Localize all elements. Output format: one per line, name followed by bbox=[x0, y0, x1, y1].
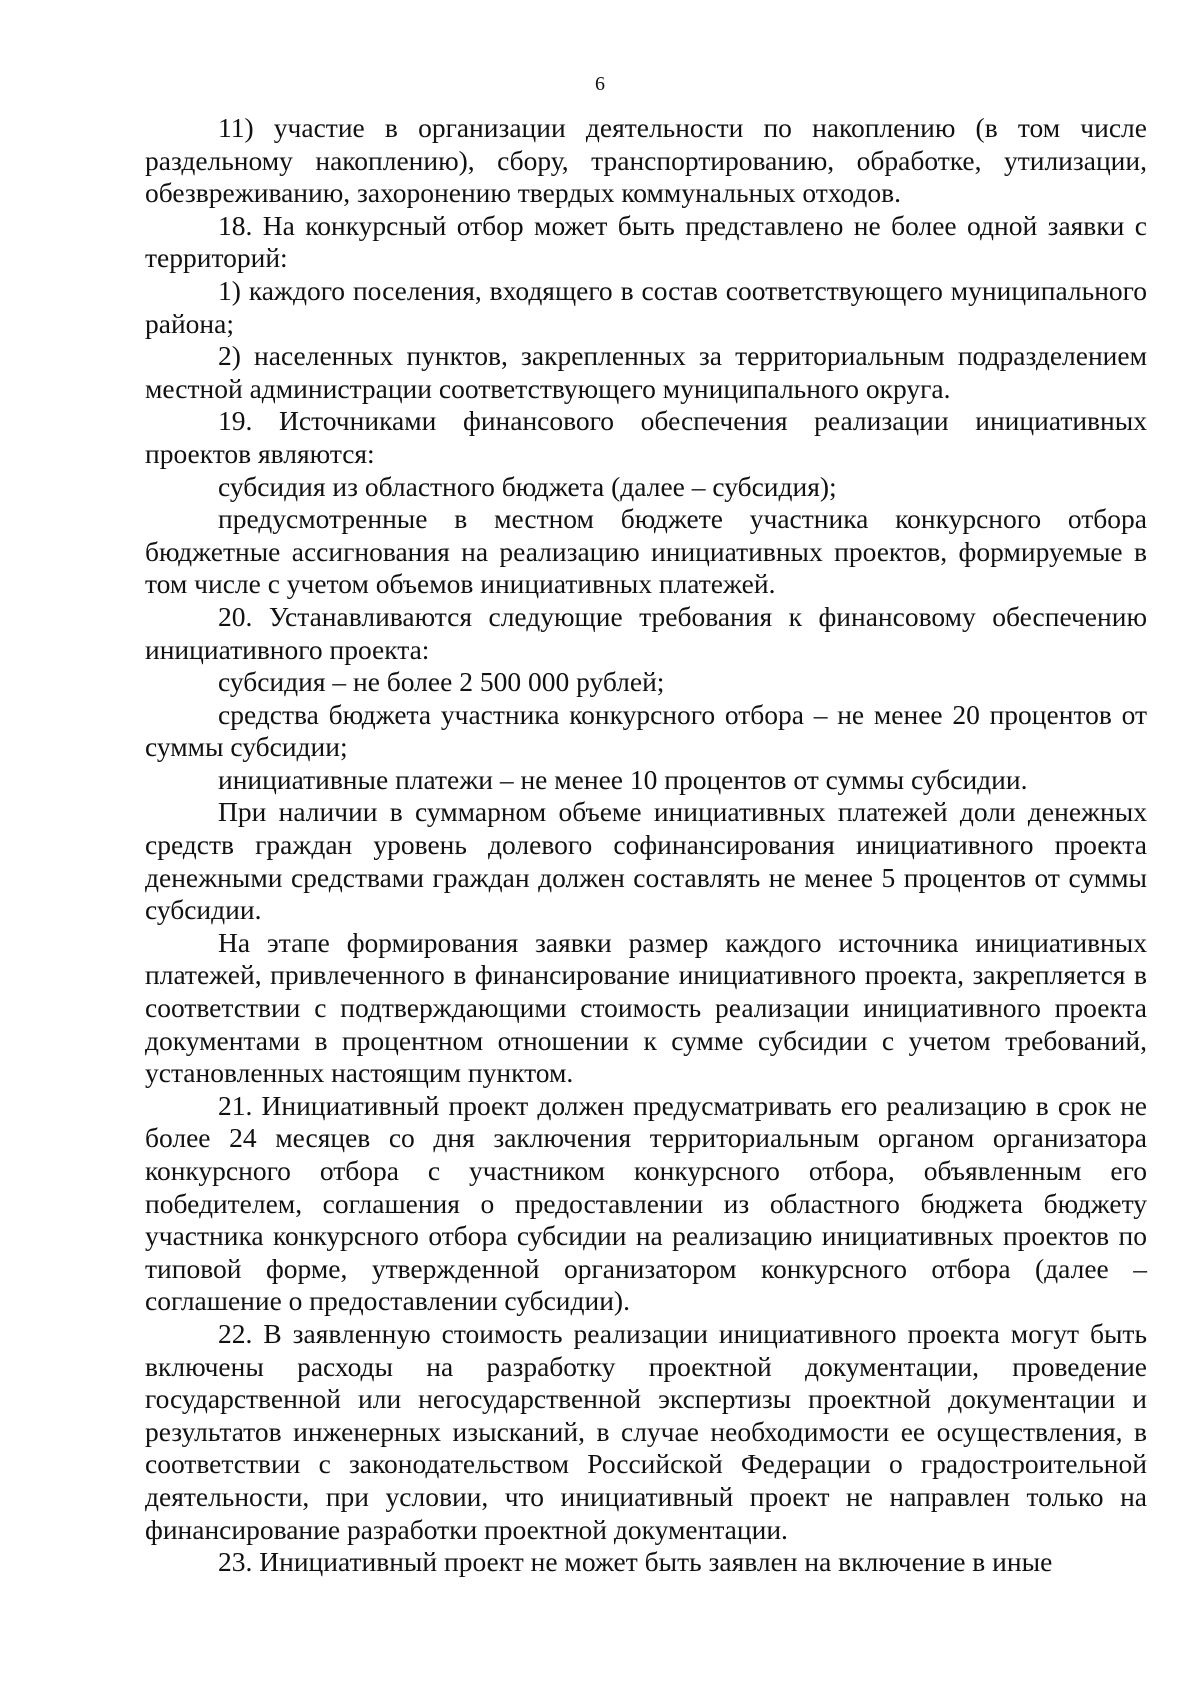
paragraph-initiative-payments: инициативные платежи – не менее 10 процентов от суммы субсидии. bbox=[218, 763, 1028, 795]
paragraph-clause-23: 23. Инициативный проект не может быть заявлен на включение в иные bbox=[218, 1546, 1053, 1578]
paragraph-local-budget-source: предусмотренные в местном бюджете участника конкурсного отбора бюджетные ассигнования на реализацию инициативных проектов, формируемые в том числе с учетом объемов инициативных платежей. bbox=[145, 503, 1147, 600]
paragraph-budget-share: средства бюджета участника конкурсного отбора – не менее 20 процентов от суммы субсидии; bbox=[145, 698, 1147, 763]
paragraph-subsidy-limit: субсидия – не более 2 500 000 рублей; bbox=[218, 666, 665, 698]
paragraph-item-11: 11) участие в организации деятельности по накоплению (в том числе раздельному накоплению), сбору, транспортированию, обработке, утилизации, обезвреживанию, захоронению твердых коммунальных отходов. bbox=[145, 112, 1147, 209]
paragraph-clause-18: 18. На конкурсный отбор может быть представлено не более одной заявки с территорий: bbox=[145, 209, 1147, 274]
paragraph-clause-19: 19. Источниками финансового обеспечения реализации инициативных проектов являются: bbox=[145, 405, 1147, 469]
paragraph-clause-22: 22. В заявленную стоимость реализации инициативного проекта могут быть включены расходы на разработку проектной документации, проведение государственной или негосударственной экспертизы проектной документации и результатов инженерных изысканий, в случае необходимости ее осуществления, в соответствии с законодательством Российской Федерации о градостроительной деятельности, при условии, что инициативный проект не направлен только на финансирование разработки проектной документации. bbox=[145, 1317, 1147, 1545]
paragraph-subsidy-source: субсидия из областного бюджета (далее – субсидия); bbox=[218, 470, 837, 502]
paragraph-item-1: 1) каждого поселения, входящего в состав соответствующего муниципального района; bbox=[145, 274, 1147, 339]
document-body bbox=[145, 112, 1147, 1579]
paragraph-citizen-share: При наличии в суммарном объеме инициативных платежей доли денежных средств граждан уровень долевого софинансирования инициативного проекта денежными средствами граждан должен составлять не менее 5 процентов от суммы субсидии. bbox=[145, 796, 1147, 926]
paragraph-clause-21: 21. Инициативный проект должен предусматривать его реализацию в срок не более 24 месяцев со дня заключения территориальным органом организатора конкурсного отбора с участником конкурсного отбора, объявленным его победителем, соглашения о предоставлении из областного бюджета бюджету участника конкурсного отбора субсидии на реализацию инициативных проектов по типовой форме, утвержденной организатором конкурсного отбора (далее – соглашение о предоставлении субсидии). bbox=[145, 1089, 1147, 1317]
paragraph-item-2: 2) населенных пунктов, закрепленных за территориальным подразделением местной администрации соответствующего муниципального округа. bbox=[145, 340, 1147, 404]
paragraph-clause-20: 20. Устанавливаются следующие требования к финансовому обеспечению инициативного проекта: bbox=[145, 600, 1147, 665]
page-number: 6 bbox=[595, 73, 605, 95]
paragraph-application-stage: На этапе формирования заявки размер каждого источника инициативных платежей, привлеченного в финансирование инициативного проекта, закрепляется в соответствии с подтверждающими стоимость реализации инициативного проекта документами в процентном отношении к сумме субсидии с учетом требований, установленных настоящим пунктом. bbox=[145, 926, 1147, 1089]
